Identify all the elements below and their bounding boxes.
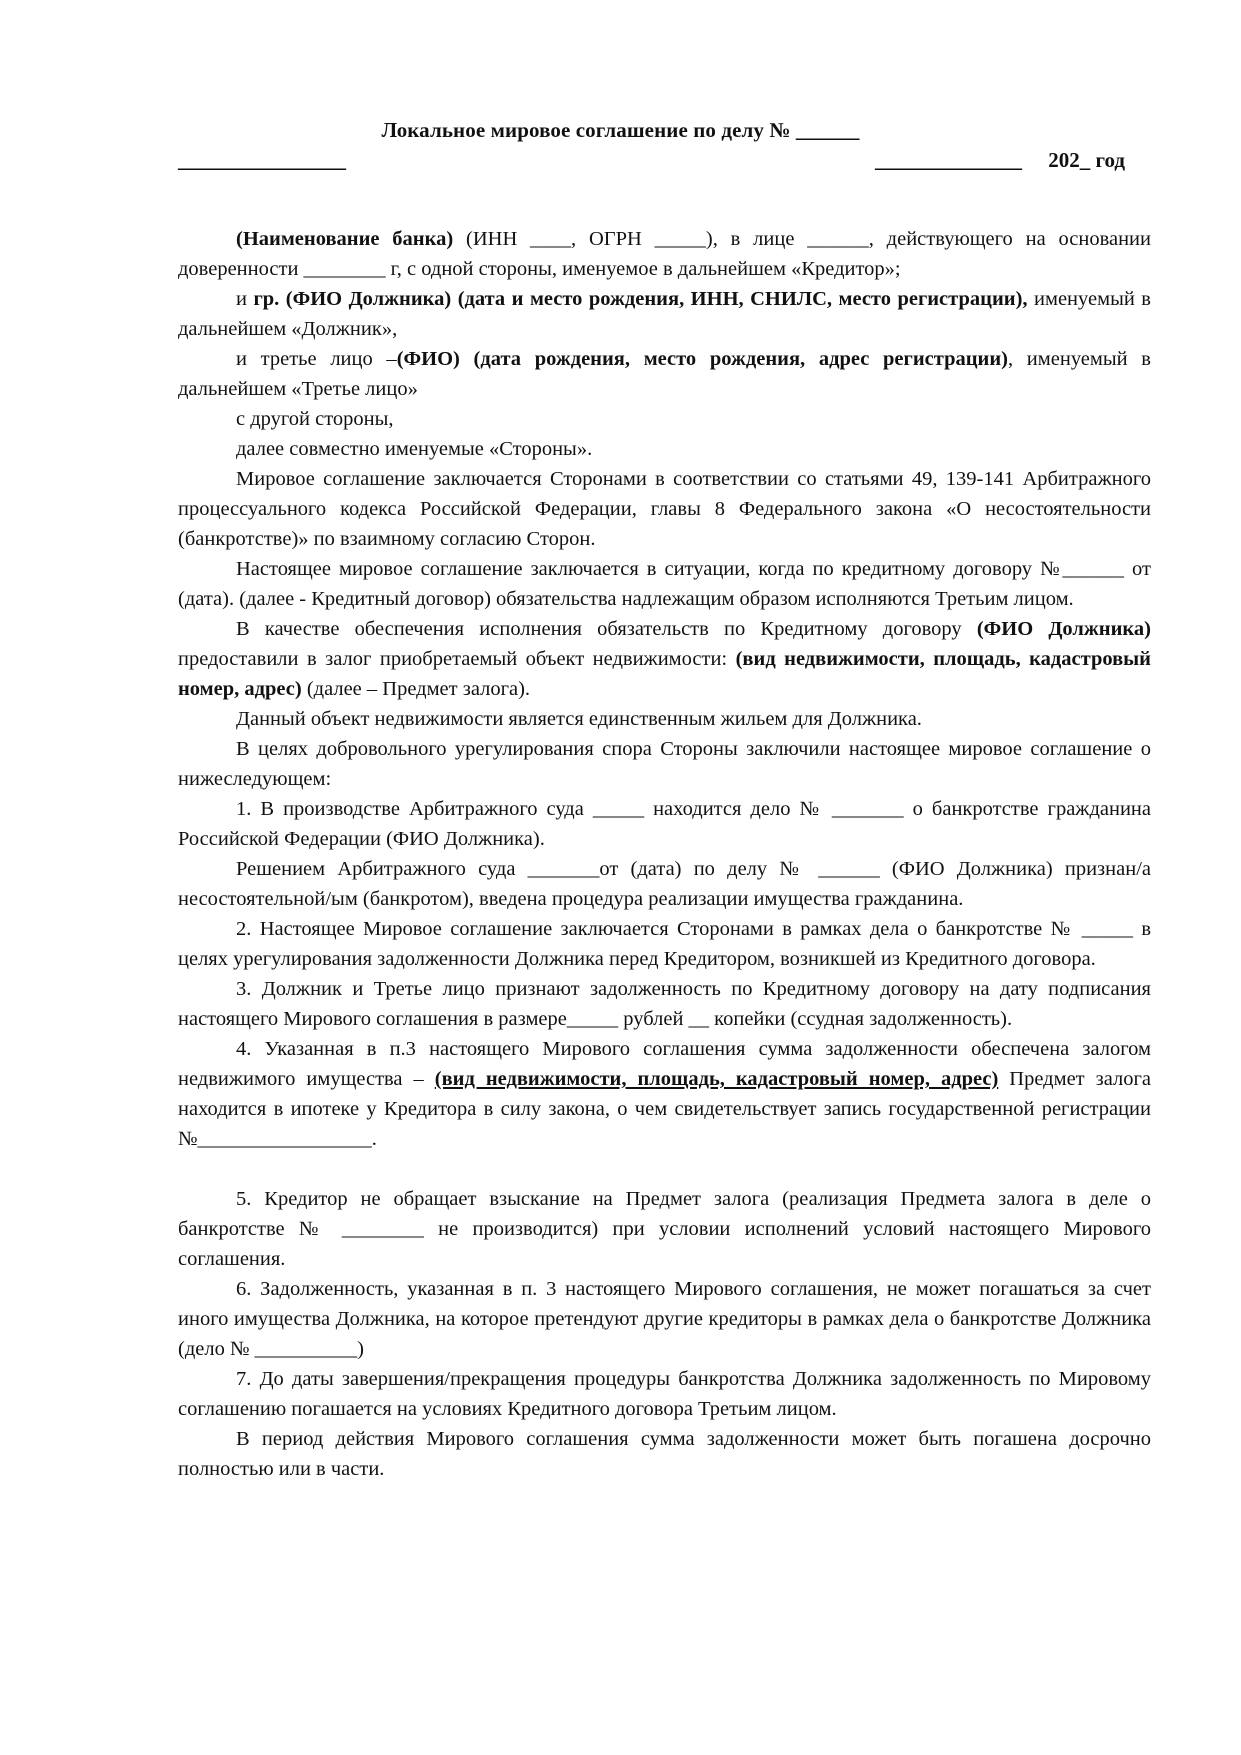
paragraph-purpose: В целях добровольного урегулирования спора Стороны заключили настоящее мировое соглашение о нижеследующем:	[178, 738, 1151, 790]
date-line	[875, 148, 1125, 173]
debtor-name-placeholder: (ФИО Должника)	[976, 618, 1151, 640]
paragraph-text: 4. Указанная в п.3 настоящего Мирового соглашения сумма задолженности обеспечена залогом недвижимого имущества –	[178, 1038, 1151, 1090]
clause-1-decision: Решением Арбитражного суда _______от (дата) по делу № ______ (ФИО Должника) признан/а несостоятельной/ым (банкротом), введена процедура реализации имущества гражданина.	[178, 858, 1151, 910]
debtor-details: гр. (ФИО Должника) (дата и место рождения, ИНН, СНИЛС, место регистрации),	[253, 288, 1028, 310]
paragraph-situation: Настоящее мировое соглашение заключается в ситуации, когда по кредитному договору №______ от (дата). (далее - Кредитный договор) обязательства надлежащим образом исполняются Третьим лицом.	[178, 558, 1151, 610]
bank-name: (Наименование банка)	[236, 228, 454, 250]
paragraph-text: предоставили в залог приобретаемый объект недвижимости:	[178, 648, 736, 670]
paragraph-text: (далее – Предмет залога).	[301, 678, 531, 700]
paragraph-sole-housing: Данный объект недвижимости является единственным жильем для Должника.	[236, 708, 922, 730]
clause-2: 2. Настоящее Мировое соглашение заключается Сторонами в рамках дела о банкротстве № _____ в целях урегулирования задолженности Должника перед Кредитором, возникшей из Кредитного договора.	[178, 918, 1151, 970]
clause-7: 7. До даты завершения/прекращения процедуры банкротства Должника задолженность по Мировому соглашению погашается на условиях Кредитного договора Третьим лицом.	[178, 1368, 1151, 1420]
document-body	[178, 224, 1151, 1484]
paragraph-third-party	[178, 344, 1151, 404]
clause-3: 3. Должник и Третье лицо признают задолженность по Кредитному договору на дату подписания настоящего Мирового соглашения в размере_____ рублей __ копейки (ссудная задолженность).	[178, 978, 1151, 1030]
date-year: 202_ год	[1048, 148, 1125, 172]
paragraph-text: , именуемый в дальнейшем «Третье лицо»	[178, 348, 1151, 400]
document-title: Локальное мировое соглашение по делу № ______	[381, 118, 860, 142]
paragraph-text: и	[236, 288, 254, 310]
property-details-underlined: (вид недвижимости, площадь, кадастровый номер, адрес)	[434, 1068, 999, 1090]
property-details: (вид недвижимости, площадь, кадастровый номер, адрес)	[178, 648, 1151, 700]
paragraph-debtor	[178, 284, 1151, 344]
third-party-details: (ФИО) (дата рождения, место рождения, адрес регистрации)	[396, 348, 1008, 370]
paragraph-text: и третье лицо –	[236, 348, 397, 370]
clause-5: 5. Кредитор не обращает взыскание на Предмет залога (реализация Предмета залога в деле о банкротстве № ________ не производится) при условии исполнений условий настоящего Мирового соглашения.	[178, 1188, 1151, 1270]
clause-6: 6. Задолженность, указанная в п. 3 настоящего Мирового соглашения, не может погашаться за счет иного имущества Должника, на которое претендуют другие кредиторы в рамках дела о банкротстве Должника (дело № __________)	[178, 1278, 1151, 1360]
paragraph-text: Предмет залога находится в ипотеке у Кредитора в силу закона, о чем свидетельствует запись государственной регистрации №_________________.	[178, 1068, 1151, 1150]
paragraph-other-side: с другой стороны,	[236, 408, 394, 430]
paragraph-text: В качестве обеспечения исполнения обязательств по Кредитному договору	[236, 618, 977, 640]
date-blank: ______________	[874, 148, 1022, 172]
paragraph-collateral	[178, 614, 1151, 704]
paragraph-early-repayment: В период действия Мирового соглашения сумма задолженности может быть погашена досрочно полностью или в части.	[178, 1428, 1151, 1480]
paragraph-text: именуемый в дальнейшем «Должник»,	[178, 288, 1151, 340]
paragraph-parties: далее совместно именуемые «Стороны».	[236, 438, 593, 460]
clause-1: 1. В производстве Арбитражного суда _____ находится дело № _______ о банкротстве гражданина Российской Федерации (ФИО Должника).	[178, 798, 1151, 850]
paragraph-legal-basis: Мировое соглашение заключается Сторонами в соответствии со статьями 49, 139-141 Арбитражного процессуального кодекса Российской Федерации, главы 8 Федерального закона «О несостоятельности (банкротстве)» по взаимному согласию Сторон.	[178, 468, 1151, 550]
clause-4	[178, 1034, 1151, 1154]
paragraph-text: (ИНН ____, ОГРН _____), в лице ______, действующего на основании доверенности ________ г, с одной стороны, именуемое в дальнейшем «Кредитор»;	[178, 228, 1151, 280]
place-blank: ________________	[178, 148, 346, 172]
paragraph-creditor	[178, 224, 1151, 284]
